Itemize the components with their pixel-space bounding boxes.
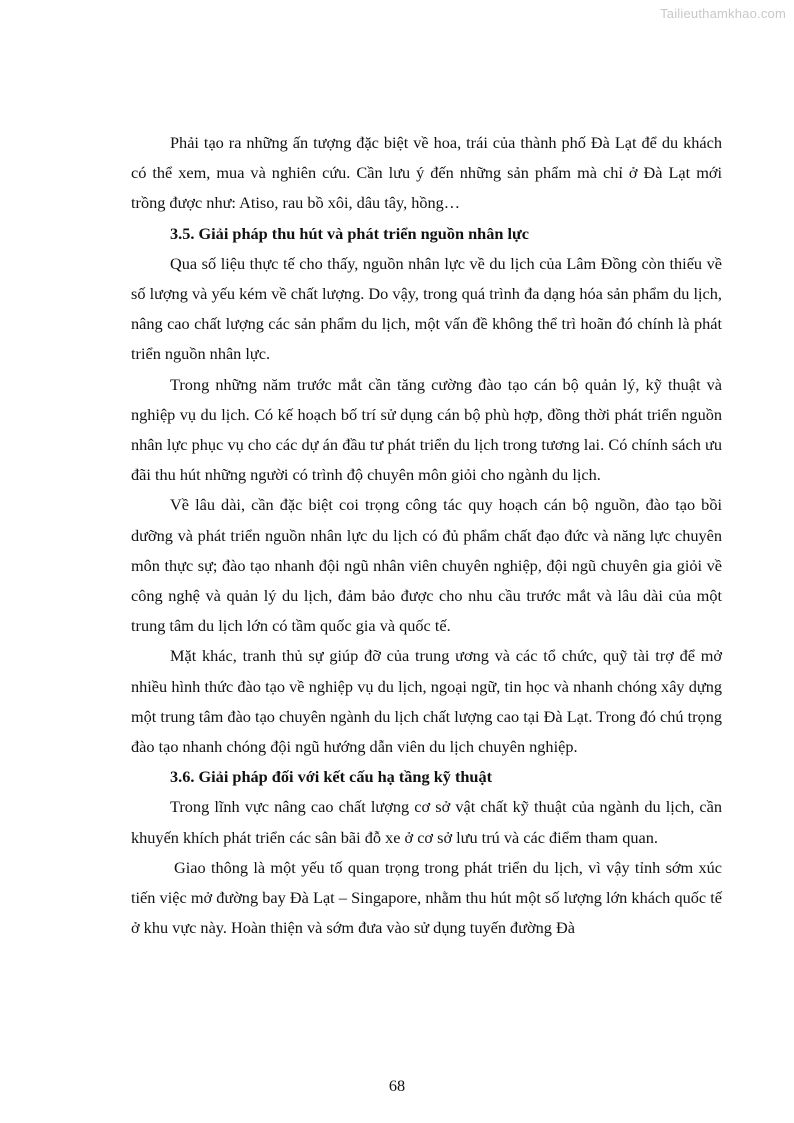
paragraph-parking-facilities: Trong lĩnh vực nâng cao chất lượng cơ sở vật chất kỹ thuật của ngành du lịch, cần khuyến khích phát triển các sân bãi đỗ xe ở cơ sở lưu trú và các điểm tham quan. <box>131 797 722 847</box>
page-number: 68 <box>388 1076 406 1095</box>
paragraph-human-resources-status: Qua số liệu thực tế cho thấy, nguồn nhân lực về du lịch của Lâm Đồng còn thiếu về số lượng và yếu kém về chất lượng. Do vậy, trong quá trình đa dạng hóa sản phẩm du lịch, nâng cao chất lượng các sản phẩm du lịch, một vấn đề không thể trì hoãn đó chính là phát triển nguồn nhân lực. <box>131 253 722 364</box>
paragraph-long-term-planning: Về lâu dài, cần đặc biệt coi trọng công tác quy hoạch cán bộ nguồn, đào tạo bồi dưỡng và phát triển nguồn nhân lực du lịch có đủ phẩm chất đạo đức và năng lực chuyên môn thực sự; đào tạo nhanh đội ngũ nhân viên chuyên nghiệp, đội ngũ chuyên gia giỏi về công nghệ và quản lý du lịch, đảm bảo được cho nhu cầu trước mắt và lâu dài của một trung tâm du lịch lớn có tầm quốc gia và quốc tế. <box>131 495 722 636</box>
paragraph-training-center: Mặt khác, tranh thủ sự giúp đỡ của trung ương và các tổ chức, quỹ tài trợ để mở nhiều hình thức đào tạo về nghiệp vụ du lịch, ngoại ngữ, tin học và nhanh chóng xây dựng một trung tâm đào tạo chuyên ngành du lịch chất lượng cao tại Đà Lạt. Trong đó chú trọng đào tạo nhanh chóng đội ngũ hướng dẫn viên du lịch chuyên nghiệp. <box>131 646 722 757</box>
paragraph-short-term-training: Trong những năm trước mắt cần tăng cường đào tạo cán bộ quản lý, kỹ thuật và nghiệp vụ du lịch. Có kế hoạch bố trí sử dụng cán bộ phù hợp, đồng thời phát triển nguồn nhân lực phục vụ cho các dự án đầu tư phát triển du lịch trong tương lai. Có chính sách ưu đãi thu hút những người có trình độ chuyên môn giỏi cho ngành du lịch. <box>131 374 722 485</box>
heading-3-6-infrastructure: 3.6. Giải pháp đối với kết cấu hạ tầng kỹ thuật <box>170 767 493 787</box>
watermark-text: Tailieuthamkhao.com <box>660 6 786 21</box>
paragraph-transport-flights: Giao thông là một yếu tố quan trọng trong phát triển du lịch, vì vậy tỉnh sớm xúc tiến việc mở đường bay Đà Lạt – Singapore, nhằm thu hút một số lượng lớn khách quốc tế ở khu vực này. Hoàn thiện và sớm đưa vào sử dụng tuyến đường Đà <box>131 857 722 938</box>
heading-3-5-human-resources: 3.5. Giải pháp thu hút và phát triển nguồn nhân lực <box>170 223 530 243</box>
paragraph-flowers-fruits: Phải tạo ra những ấn tượng đặc biệt về hoa, trái của thành phố Đà Lạt để du khách có thể xem, mua và nghiên cứu. Cần lưu ý đến những sản phẩm mà chỉ ở Đà Lạt mới trồng được như: Atiso, rau bồ xôi, dâu tây, hồng… <box>131 133 722 213</box>
document-body <box>131 128 722 943</box>
